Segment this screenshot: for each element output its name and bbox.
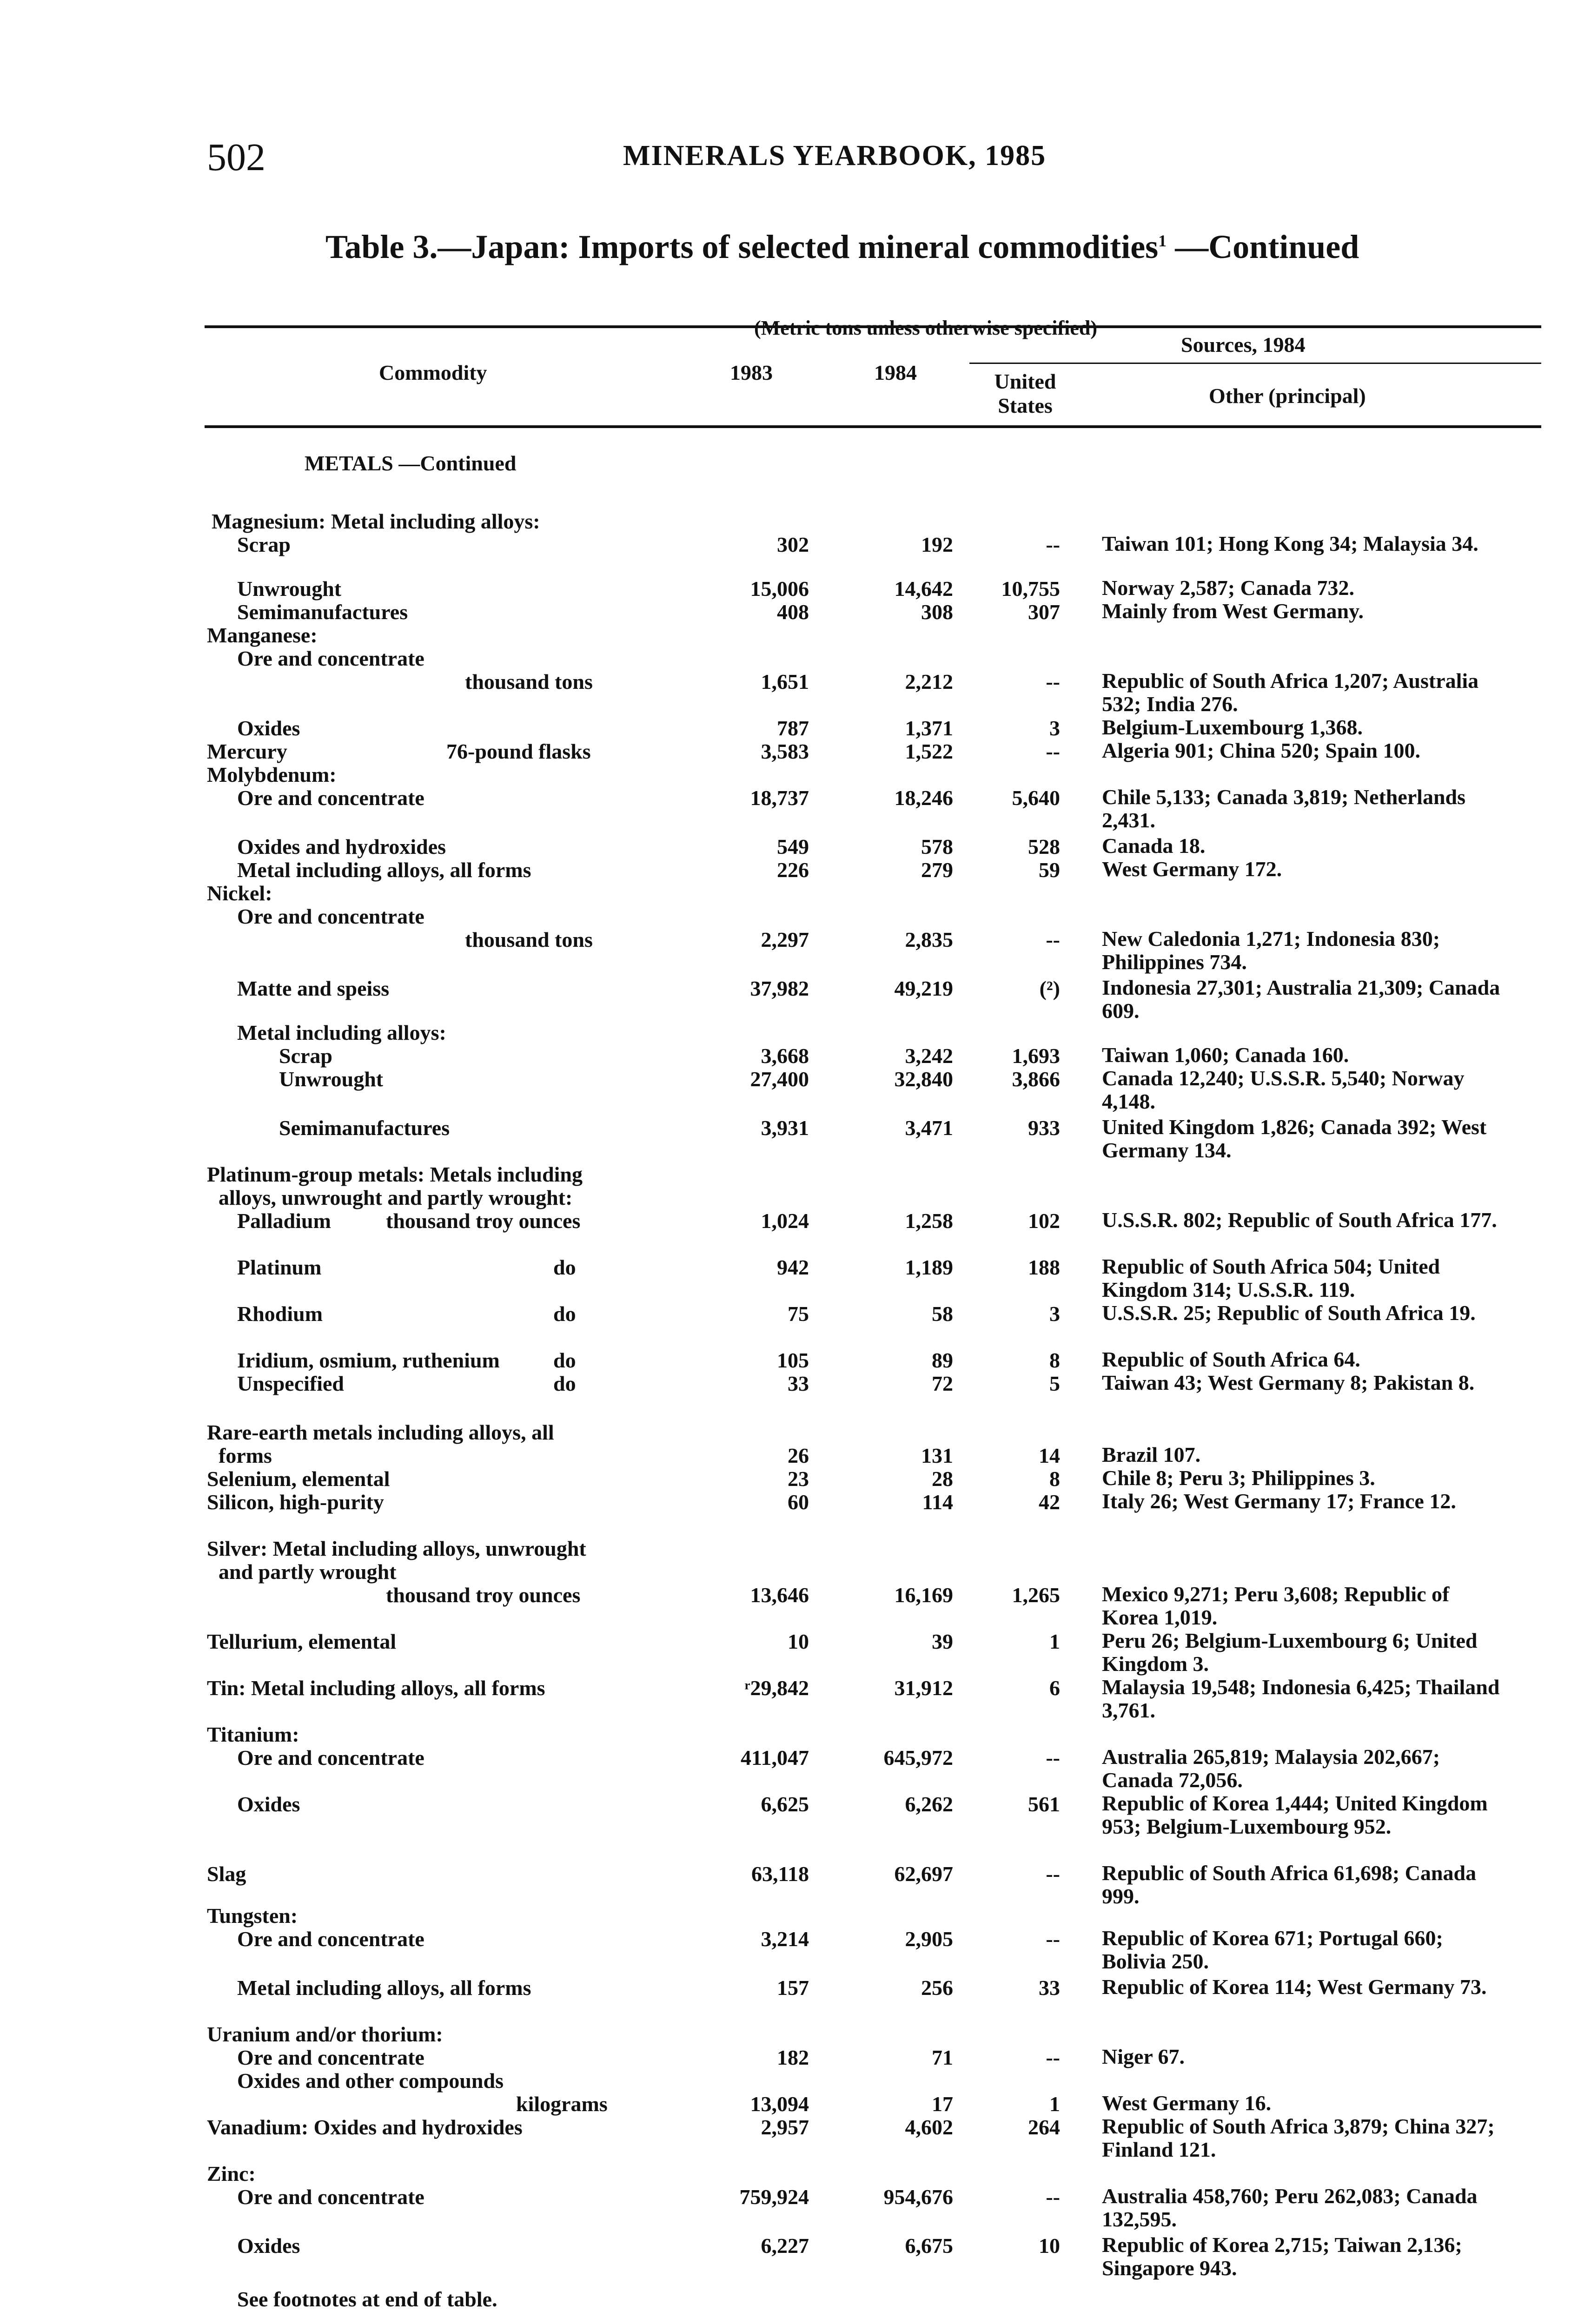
value-1984: 31,912 <box>894 1676 953 1700</box>
commodity-label: Palladium <box>237 1209 331 1233</box>
commodity-label: Tungsten: <box>207 1904 298 1928</box>
value-1984: 192 <box>921 533 953 556</box>
value-1984: 2,835 <box>905 928 953 951</box>
value-1984: 1,189 <box>905 1255 953 1279</box>
unit-label: do <box>553 1372 576 1395</box>
value-1984: 114 <box>922 1490 953 1514</box>
other-sources: Algeria 901; China 520; Spain 100. <box>1102 739 1420 762</box>
other-sources: Indonesia 27,301; Australia 21,309; Canada 609. <box>1102 976 1500 1023</box>
commodity-label: Unwrought <box>279 1067 384 1091</box>
value-1983: 15,006 <box>750 577 809 601</box>
commodity-label: Ore and concentrate <box>237 2185 424 2209</box>
commodity-label: Ore and concentrate <box>237 647 424 670</box>
value-united-states: 3 <box>1049 716 1060 740</box>
other-sources: Republic of South Africa 3,879; China 327; Finland 121. <box>1102 2114 1495 2161</box>
value-1984: 954,676 <box>883 2185 953 2209</box>
value-1983: 105 <box>777 1348 809 1372</box>
other-sources: Brazil 107. <box>1102 1443 1201 1466</box>
value-1983: 1,024 <box>761 1209 809 1233</box>
commodity-label: Magnesium: Metal including alloys: <box>212 509 540 533</box>
commodity-label: Vanadium: Oxides and hydroxides <box>207 2115 523 2139</box>
value-1983: 13,646 <box>750 1583 809 1607</box>
value-1983: 226 <box>777 858 809 882</box>
other-sources: U.S.S.R. 25; Republic of South Africa 19. <box>1102 1301 1476 1325</box>
page-number: 502 <box>207 136 265 179</box>
other-sources: Republic of South Africa 61,698; Canada 999. <box>1102 1861 1477 1908</box>
value-united-states: 1 <box>1049 1630 1060 1653</box>
col-sources: Sources, 1984 <box>1181 333 1306 357</box>
sources-rule <box>969 363 1541 364</box>
commodity-label: Metal including alloys, all forms <box>237 858 531 882</box>
value-1984: 62,697 <box>894 1862 953 1886</box>
commodity-label: Scrap <box>237 533 291 556</box>
footnote: See footnotes at end of table. <box>237 2287 497 2311</box>
value-1983: 18,737 <box>750 786 809 810</box>
unit-label: do <box>553 1348 576 1372</box>
running-head: MINERALS YEARBOOK, 1985 <box>623 140 1047 172</box>
value-united-states: 3 <box>1049 1302 1060 1326</box>
other-sources: Republic of South Africa 1,207; Australia 532; India 276. <box>1102 669 1479 716</box>
value-1984: 14,642 <box>894 577 953 601</box>
value-1984: 58 <box>932 1302 953 1326</box>
other-sources: U.S.S.R. 802; Republic of South Africa 177. <box>1102 1208 1497 1232</box>
value-united-states: -- <box>1046 2046 1060 2069</box>
value-1983: 157 <box>777 1976 809 2000</box>
table-title-suffix: —Continued <box>1167 228 1359 265</box>
value-united-states: -- <box>1046 1862 1060 1886</box>
commodity-label: Scrap <box>279 1044 332 1068</box>
value-1984: 131 <box>921 1444 953 1467</box>
value-united-states: 10,755 <box>1001 577 1060 601</box>
unit-label: do <box>553 1302 576 1326</box>
value-united-states: 933 <box>1028 1116 1060 1140</box>
value-1984: 49,219 <box>894 977 953 1000</box>
other-sources: Chile 8; Peru 3; Philippines 3. <box>1102 1466 1375 1490</box>
commodity-label: Semimanufactures <box>279 1116 450 1140</box>
value-1983: 408 <box>777 600 809 624</box>
value-united-states: 42 <box>1039 1490 1060 1514</box>
value-1984: 2,212 <box>905 670 953 693</box>
value-united-states: 1 <box>1049 2092 1060 2116</box>
value-united-states: 264 <box>1028 2115 1060 2139</box>
commodity-label: thousand tons <box>465 928 593 951</box>
value-1984: 4,602 <box>905 2115 953 2139</box>
value-1984: 17 <box>932 2092 953 2116</box>
other-sources: Mexico 9,271; Peru 3,608; Republic of Korea 1,019. <box>1102 1582 1450 1629</box>
value-1983: 411,047 <box>741 1746 809 1769</box>
commodity-label: Uranium and/or thorium: <box>207 2022 443 2046</box>
value-1984: 1,258 <box>905 1209 953 1233</box>
value-united-states: 8 <box>1049 1348 1060 1372</box>
commodity-label: Ore and concentrate <box>237 786 424 810</box>
commodity-label: Molybdenum: <box>207 763 337 786</box>
value-united-states: 1,265 <box>1012 1583 1060 1607</box>
value-1983: 3,214 <box>761 1927 809 1951</box>
value-united-states: -- <box>1046 2185 1060 2209</box>
value-1983: 759,924 <box>739 2185 809 2209</box>
value-1984: 2,905 <box>905 1927 953 1951</box>
commodity-label: Rhodium <box>237 1302 323 1326</box>
value-1984: 18,246 <box>894 786 953 810</box>
commodity-label: Tin: Metal including alloys, all forms <box>207 1676 545 1700</box>
col-other: Other (principal) <box>1209 384 1366 408</box>
commodity-label: kilograms <box>516 2092 608 2116</box>
value-united-states: 6 <box>1049 1676 1060 1700</box>
commodity-label: Oxides and other compounds <box>237 2069 504 2093</box>
value-1984: 578 <box>921 835 953 858</box>
commodity-label: Mercury <box>207 739 287 763</box>
commodity-label: Silver: Metal including alloys, unwrought <box>207 1537 586 1560</box>
value-1984: 1,522 <box>905 739 953 763</box>
other-sources: Peru 26; Belgium-Luxembourg 6; United Kingdom 3. <box>1102 1629 1478 1676</box>
other-sources: Taiwan 1,060; Canada 160. <box>1102 1043 1349 1067</box>
value-united-states: 10 <box>1039 2234 1060 2258</box>
other-sources: Mainly from West Germany. <box>1102 599 1364 623</box>
col-1983: 1983 <box>730 361 773 384</box>
value-1984: 6,262 <box>905 1792 953 1816</box>
commodity-label: Oxides <box>237 2234 300 2258</box>
value-1983: 2,957 <box>761 2115 809 2139</box>
value-united-states: -- <box>1046 1927 1060 1951</box>
value-1984: 16,169 <box>894 1583 953 1607</box>
value-1983: 23 <box>788 1467 809 1491</box>
other-sources: United Kingdom 1,826; Canada 392; West Germany 134. <box>1102 1115 1487 1162</box>
col-1984: 1984 <box>874 361 917 384</box>
value-1983: 302 <box>777 533 809 556</box>
commodity-label: Ore and concentrate <box>237 1746 424 1769</box>
value-united-states: 8 <box>1049 1467 1060 1491</box>
other-sources: Republic of South Africa 64. <box>1102 1347 1360 1371</box>
value-1984: 645,972 <box>883 1746 953 1769</box>
value-1983: 3,583 <box>761 739 809 763</box>
unit-label: 76-pound flasks <box>446 739 591 763</box>
other-sources: Chile 5,133; Canada 3,819; Netherlands 2,431. <box>1102 785 1466 832</box>
commodity-label: Metal including alloys, all forms <box>237 1976 531 2000</box>
other-sources: Italy 26; West Germany 17; France 12. <box>1102 1489 1456 1513</box>
commodity-label: Ore and concentrate <box>237 905 424 928</box>
table-title <box>325 228 1359 266</box>
commodity-label: Tellurium, elemental <box>207 1630 397 1653</box>
commodity-label: Semimanufactures <box>237 600 408 624</box>
section-label: METALS —Continued <box>305 451 517 475</box>
unit-label: do <box>553 1255 576 1279</box>
commodity-label: Selenium, elemental <box>207 1467 390 1491</box>
commodity-label: Ore and concentrate <box>237 2046 424 2069</box>
commodity-label: thousand tons <box>465 670 593 693</box>
other-sources: New Caledonia 1,271; Indonesia 830; Philippines 734. <box>1102 927 1440 974</box>
value-1984: 89 <box>932 1348 953 1372</box>
value-1984: 1,371 <box>905 716 953 740</box>
value-1983: 37,982 <box>750 977 809 1000</box>
header-top-rule <box>205 325 1541 328</box>
value-united-states: 307 <box>1028 600 1060 624</box>
other-sources: Malaysia 19,548; Indonesia 6,425; Thailand 3,761. <box>1102 1675 1500 1722</box>
value-1984: 71 <box>932 2046 953 2069</box>
commodity-label: alloys, unwrought and partly wrought: <box>219 1186 573 1209</box>
value-1984: 279 <box>921 858 953 882</box>
header-bottom-rule <box>205 425 1541 428</box>
value-1983: ʳ29,842 <box>744 1676 809 1700</box>
value-1984: 32,840 <box>894 1067 953 1091</box>
commodity-label: Oxides <box>237 1792 300 1816</box>
commodity-label: Unspecified <box>237 1372 344 1395</box>
value-united-states: 188 <box>1028 1255 1060 1279</box>
other-sources: Republic of Korea 1,444; United Kingdom 953; Belgium-Luxembourg 952. <box>1102 1791 1488 1838</box>
commodity-label: Metal including alloys: <box>237 1021 446 1044</box>
value-1984: 28 <box>932 1467 953 1491</box>
commodity-label: Titanium: <box>207 1723 299 1746</box>
other-sources: Norway 2,587; Canada 732. <box>1102 576 1355 600</box>
other-sources: Republic of South Africa 504; United Kingdom 314; U.S.S.R. 119. <box>1102 1254 1440 1301</box>
value-1984: 72 <box>932 1372 953 1395</box>
value-1983: 787 <box>777 716 809 740</box>
other-sources: Australia 265,819; Malaysia 202,667; Canada 72,056. <box>1102 1745 1440 1792</box>
commodity-label: Oxides <box>237 716 300 740</box>
value-1983: 1,651 <box>761 670 809 693</box>
col-commodity: Commodity <box>379 361 487 384</box>
other-sources: Canada 12,240; U.S.S.R. 5,540; Norway 4,148. <box>1102 1066 1465 1113</box>
commodity-label: Rare-earth metals including alloys, all <box>207 1420 554 1444</box>
value-united-states: 3,866 <box>1012 1067 1060 1091</box>
commodity-label: and partly wrought <box>219 1560 397 1584</box>
value-1983: 75 <box>788 1302 809 1326</box>
commodity-label: Platinum <box>237 1255 322 1279</box>
other-sources: Republic of Korea 671; Portugal 660; Bolivia 250. <box>1102 1926 1443 1973</box>
other-sources: Belgium-Luxembourg 1,368. <box>1102 715 1363 739</box>
value-united-states: 102 <box>1028 1209 1060 1233</box>
value-1984: 3,471 <box>905 1116 953 1140</box>
commodity-label: Zinc: <box>207 2162 256 2185</box>
other-sources: Taiwan 101; Hong Kong 34; Malaysia 34. <box>1102 532 1478 555</box>
value-united-states: -- <box>1046 533 1060 556</box>
other-sources: Republic of Korea 2,715; Taiwan 2,136; Singapore 943. <box>1102 2233 1462 2280</box>
value-1983: 549 <box>777 835 809 858</box>
commodity-label: forms <box>219 1444 272 1467</box>
commodity-label: Unwrought <box>237 577 342 601</box>
other-sources: West Germany 172. <box>1102 857 1282 881</box>
value-1983: 60 <box>788 1490 809 1514</box>
value-1984: 6,675 <box>905 2234 953 2258</box>
commodity-label: Ore and concentrate <box>237 1927 424 1951</box>
value-1984: 39 <box>932 1630 953 1653</box>
value-1984: 3,242 <box>905 1044 953 1068</box>
other-sources: Niger 67. <box>1102 2045 1185 2068</box>
table-subtitle: (Metric tons unless otherwise specified) <box>754 317 1098 339</box>
commodity-label: Manganese: <box>207 623 318 647</box>
value-1983: 6,227 <box>761 2234 809 2258</box>
commodity-label: thousand troy ounces <box>386 1583 581 1607</box>
value-united-states: -- <box>1046 739 1060 763</box>
other-sources: Canada 18. <box>1102 834 1206 858</box>
value-united-states: 59 <box>1039 858 1060 882</box>
value-united-states: -- <box>1046 928 1060 951</box>
value-1983: 33 <box>788 1372 809 1395</box>
value-united-states: 14 <box>1039 1444 1060 1467</box>
value-1983: 27,400 <box>750 1067 809 1091</box>
value-1983: 3,931 <box>761 1116 809 1140</box>
commodity-label: Slag <box>207 1862 246 1886</box>
value-1984: 256 <box>921 1976 953 2000</box>
value-1983: 26 <box>788 1444 809 1467</box>
commodity-label: Iridium, osmium, ruthenium <box>237 1348 500 1372</box>
commodity-label: Matte and speiss <box>237 977 390 1000</box>
value-1983: 13,094 <box>750 2092 809 2116</box>
commodity-label: Oxides and hydroxides <box>237 835 446 858</box>
commodity-label: Silicon, high-purity <box>207 1490 384 1514</box>
value-united-states: -- <box>1046 670 1060 693</box>
value-united-states: -- <box>1046 1746 1060 1769</box>
value-1983: 6,625 <box>761 1792 809 1816</box>
unit-label: thousand troy ounces <box>386 1209 581 1233</box>
other-sources: West Germany 16. <box>1102 2091 1272 2115</box>
value-united-states: 528 <box>1028 835 1060 858</box>
value-united-states: 5,640 <box>1012 786 1060 810</box>
value-1984: 308 <box>921 600 953 624</box>
value-united-states: 5 <box>1049 1372 1060 1395</box>
value-united-states: (²) <box>1039 977 1060 1000</box>
value-united-states: 33 <box>1039 1976 1060 2000</box>
value-united-states: 561 <box>1028 1792 1060 1816</box>
value-1983: 63,118 <box>751 1862 809 1886</box>
commodity-label: Platinum-group metals: Metals including <box>207 1162 583 1186</box>
table-title-text: Table 3.—Japan: Imports of selected mineral commodities <box>325 228 1159 265</box>
value-1983: 2,297 <box>761 928 809 951</box>
other-sources: Australia 458,760; Peru 262,083; Canada 132,595. <box>1102 2184 1478 2231</box>
value-1983: 942 <box>777 1255 809 1279</box>
col-united-states: United States <box>994 370 1056 417</box>
other-sources: Taiwan 43; West Germany 8; Pakistan 8. <box>1102 1371 1475 1394</box>
value-united-states: 1,693 <box>1012 1044 1060 1068</box>
title-footnote-mark: 1 <box>1158 231 1167 250</box>
value-1983: 10 <box>788 1630 809 1653</box>
value-1983: 182 <box>777 2046 809 2069</box>
value-1983: 3,668 <box>761 1044 809 1068</box>
commodity-label: Nickel: <box>207 881 272 905</box>
other-sources: Republic of Korea 114; West Germany 73. <box>1102 1975 1487 1999</box>
